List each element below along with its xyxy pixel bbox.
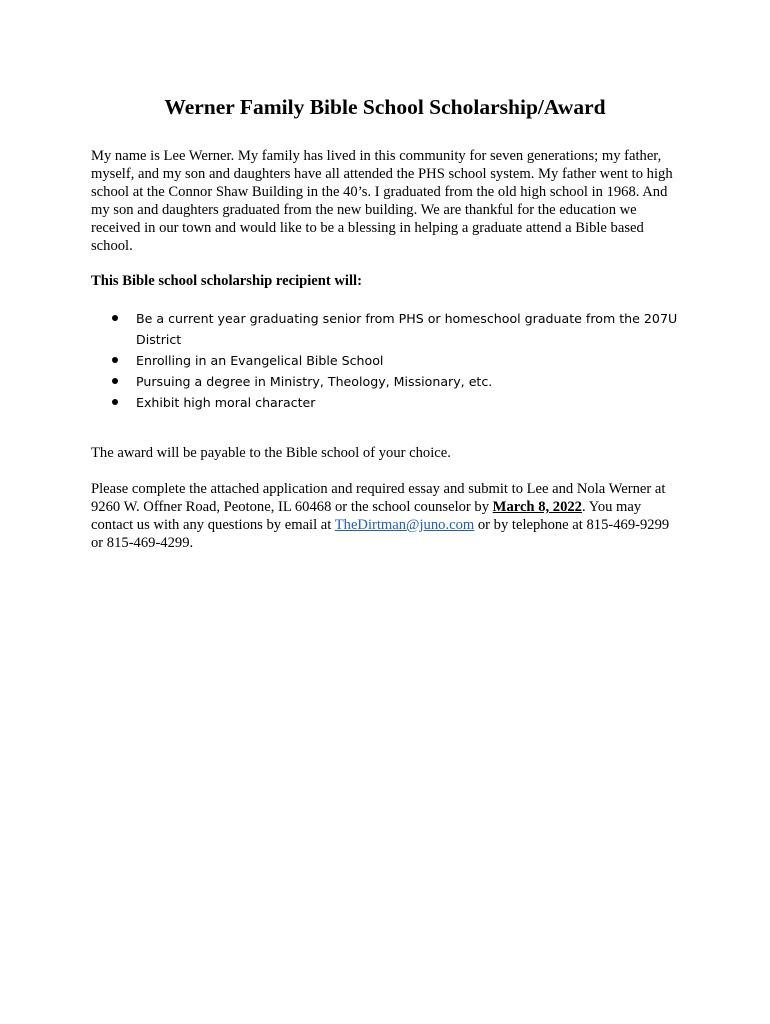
award-paragraph: The award will be payable to the Bible school of your choice. xyxy=(91,445,451,461)
requirement-text: Pursuing a degree in Ministry, Theology, Missionary, etc. xyxy=(136,374,493,389)
requirement-text: Exhibit high moral character xyxy=(136,395,316,410)
requirement-text: Enrolling in an Evangelical Bible School xyxy=(136,353,384,368)
document-title: Werner Family Bible School Scholarship/Award xyxy=(164,95,606,119)
list-item xyxy=(91,392,691,413)
intro-paragraph: My name is Lee Werner. My family has lived in this community for seven generations; my father, myself, and my son and daughters have all attended the PHS school system. My father went to high school at the Connor Shaw Building in the 40’s. I graduated from the old high school in 1968. And my son and daughters graduated from the new building. We are thankful for the education we received in our town and would like to be a blessing in helping a graduate attend a Bible based school. xyxy=(91,148,673,254)
bullet-icon xyxy=(112,399,118,405)
contact-text: . You may contact us with any questions by email at xyxy=(91,499,642,533)
list-item xyxy=(91,308,691,350)
recipient-heading: This Bible school scholarship recipient will: xyxy=(91,273,362,289)
bullet-icon xyxy=(112,315,118,321)
bullet-icon xyxy=(112,357,118,363)
phone-text: or by telephone at 815-469-9299 or 815-469-4299. xyxy=(91,517,670,551)
deadline-date: March 8, 2022 xyxy=(492,499,582,515)
email-link[interactable]: TheDirtman@juno.com xyxy=(334,517,475,533)
bullet-icon xyxy=(112,378,118,384)
requirements-list xyxy=(91,308,691,413)
list-item xyxy=(91,350,691,371)
submission-paragraph xyxy=(91,480,681,552)
submission-text: Please complete the attached application and required essay and submit to Lee and Nola Werner at 9260 W. Offner Road, Peotone, IL 60468 or the school counselor by xyxy=(91,481,666,515)
list-item xyxy=(91,371,691,392)
requirement-text: Be a current year graduating senior from PHS or homeschool graduate from the 207U District xyxy=(136,311,678,347)
